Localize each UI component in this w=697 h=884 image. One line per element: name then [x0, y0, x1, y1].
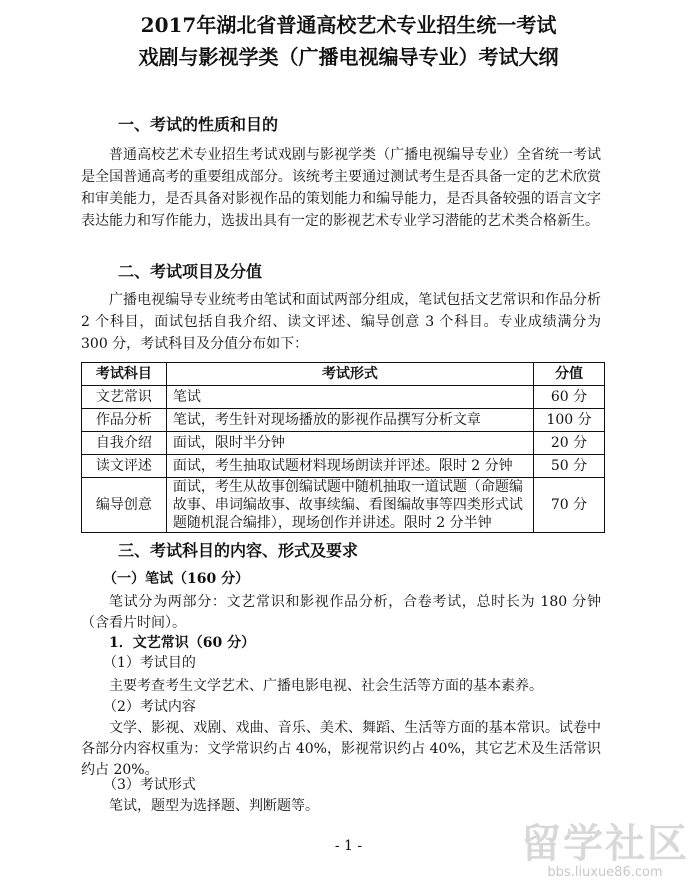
- page-number: - 1 -: [334, 838, 363, 854]
- table-header-row: [82, 363, 605, 386]
- written-exam-text: 笔试分为两部分：文艺常识和影视作品分析，合卷考试，总时长为 180 分钟（含看片时间）。: [81, 594, 601, 631]
- watermark-logo: [521, 822, 689, 880]
- cell-format: 面试，考生抽取试题材料现场朗读并评述。限时 2 分钟: [166, 455, 533, 478]
- table-row: [82, 432, 605, 455]
- section2-paragraph: 广播电视编导专业统考由笔试和面试两部分组成，笔试包括文艺常识和作品分析 2 个科目，面试包括自我介绍、读文评述、编导创意 3 个科目。专业成绩满分为 300 分，考试科目及分值分布如下：: [81, 292, 601, 352]
- document-title-line2: 戏剧与影视学类（广播电视编导专业）考试大纲: [138, 45, 559, 69]
- table-row: [82, 386, 605, 409]
- document-title-line1: 2017年湖北省普通高校艺术专业招生统一考试: [140, 13, 557, 37]
- form-label: （3）考试形式: [103, 777, 196, 793]
- cell-subject: 作品分析: [82, 409, 167, 432]
- cell-subject: 文艺常识: [82, 386, 167, 409]
- content-label: （2）考试内容: [103, 699, 196, 715]
- section1-heading: 一、考试的性质和目的: [118, 115, 279, 134]
- literature-heading: 1．文艺常识（60 分）: [109, 635, 256, 651]
- watermark-url: bbs.liuxue86.com: [547, 865, 663, 880]
- score-table: [81, 362, 605, 533]
- goal-text: 主要考查考生文学艺术、广播电影电视、社会生活等方面的基本素养。: [109, 678, 543, 694]
- form-text: 笔试，题型为选择题、判断题等。: [109, 798, 319, 814]
- cell-score: 50 分: [534, 455, 605, 478]
- cell-format: 面试，考生从故事创编试题中随机抽取一道试题（命题编故事、串词编故事、故事续编、看图编故事等四类形式试题随机混合编排），现场创作并讲述。限时 2 分半钟: [166, 478, 533, 533]
- cell-subject: 编导创意: [82, 478, 167, 533]
- table-row: [82, 455, 605, 478]
- section2-heading: 二、考试项目及分值: [118, 262, 263, 281]
- section1-paragraph: 普通高校艺术专业招生考试戏剧与影视学类（广播电视编导专业）全省统一考试是全国普通高考的重要组成部分。该统考主要通过测试考生是否具备一定的艺术欣赏和审美能力，是否具备对影视作品的策划能力和编导能力，是否具备较强的语言文字表达能力和写作能力，选拔出具有一定的影视艺术专业学习潜能的艺术类合格新生。: [81, 147, 601, 229]
- table-row: [82, 409, 605, 432]
- content-text: 文学、影视、戏剧、戏曲、音乐、美术、舞蹈、生活等方面的基本常识。试卷中各部分内容权重为：文学常识约占 40%，影视常识约占 40%，其它艺术及生活常识约占 20%。: [81, 720, 601, 778]
- table-row: [82, 478, 605, 533]
- cell-score: 20 分: [534, 432, 605, 455]
- cell-score: 100 分: [534, 409, 605, 432]
- header-score: 分值: [534, 363, 605, 386]
- cell-score: 70 分: [534, 478, 605, 533]
- cell-format: 笔试，考生针对现场播放的影视作品撰写分析文章: [166, 409, 533, 432]
- header-subject: 考试科目: [82, 363, 167, 386]
- cell-subject: 读文评述: [82, 455, 167, 478]
- written-exam-heading: （一）笔试（160 分）: [103, 571, 250, 587]
- header-format: 考试形式: [166, 363, 533, 386]
- cell-format: 面试，限时半分钟: [166, 432, 533, 455]
- section3-heading: 三、考试科目的内容、形式及要求: [118, 541, 359, 560]
- cell-format: 笔试: [166, 386, 533, 409]
- watermark-text: 留学社区: [521, 821, 689, 867]
- goal-label: （1）考试目的: [103, 655, 196, 671]
- cell-score: 60 分: [534, 386, 605, 409]
- cell-subject: 自我介绍: [82, 432, 167, 455]
